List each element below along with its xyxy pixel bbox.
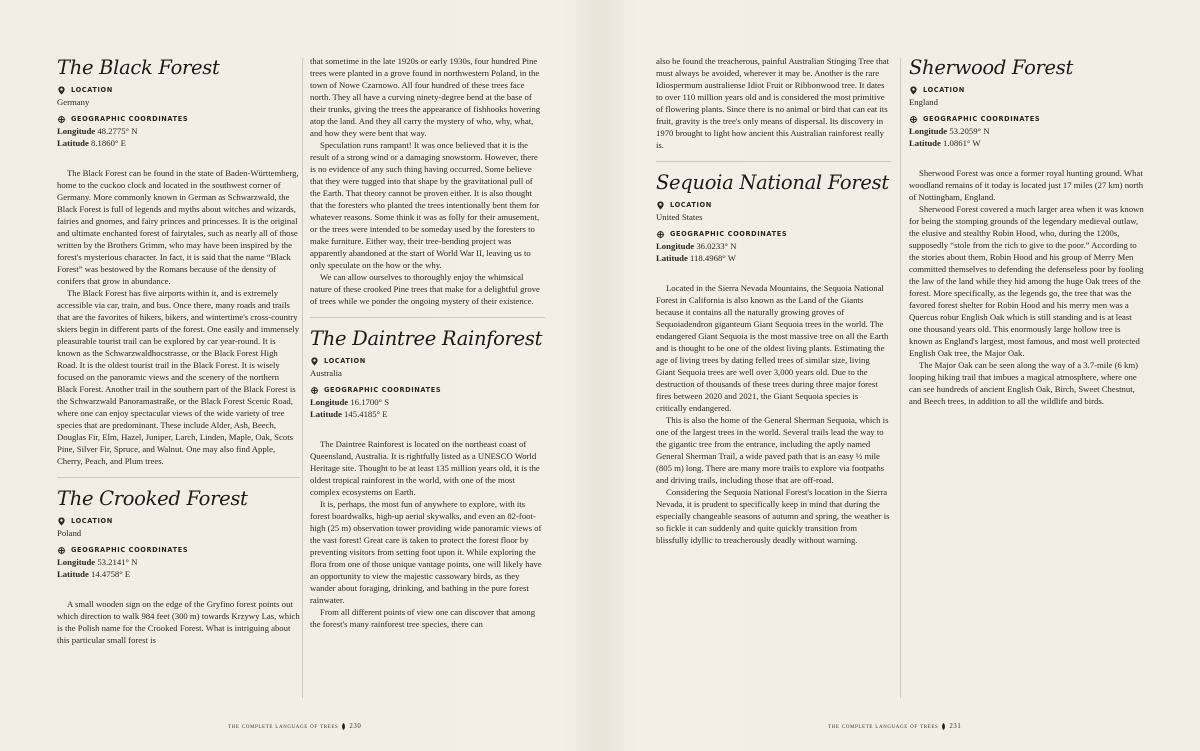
crooked-forest-latitude: Latitude 14.4758° E — [57, 569, 131, 579]
sequoia-longitude: Longitude 36.0233° N — [656, 241, 737, 251]
column-divider — [302, 58, 303, 698]
column-4 — [909, 55, 1144, 705]
location-pin-icon — [656, 201, 665, 210]
section-divider — [57, 477, 300, 478]
column-3 — [656, 55, 891, 705]
column-1 — [57, 55, 300, 705]
location-pin-icon — [909, 86, 918, 95]
crooked-forest-title: The Crooked Forest — [57, 487, 248, 510]
sherwood-paragraph-2: Sherwood Forest covered a much larger area when it was known for being the stomping grounds of the legendary medieval outlaw, the elusive and stealthy Robin Hood, who, during the 1200s, supposedly “stole from the rich to give to the poor.” According to the stories about them, Robin Hood and his group of Merry Men committed themselves to defending the defenseless poor by fooling the law of the land while they hid among the huge Oak trees of the forest. More specifically, as the legends go, the tree that was the favored forest shelter for Robin Hood and his merry men was a Quercus robur English Oak which is still standing and is at least one thousand years old. This enormously large hollow tree is known as England's largest, most famous, and most well protected English Oak tree, the Major Oak. — [909, 204, 1144, 358]
column-2 — [310, 55, 545, 705]
footer-page-number: 231 — [949, 723, 962, 730]
coords-label-text: GEOGRAPHIC COORDINATES — [923, 115, 1041, 123]
coords-label — [656, 229, 891, 240]
coords-label-text: GEOGRAPHIC COORDINATES — [71, 546, 189, 554]
crooked-forest-longitude: Longitude 53.2141° N — [57, 557, 138, 567]
leaf-icon — [341, 723, 346, 730]
location-label-text: LOCATION — [923, 86, 965, 94]
location-pin-icon — [57, 517, 66, 526]
sequoia-location: United States — [656, 212, 703, 222]
coords-label-text: GEOGRAPHIC COORDINATES — [670, 230, 788, 238]
location-label — [656, 200, 891, 211]
footer-left — [228, 723, 361, 730]
location-label-text: LOCATION — [71, 517, 113, 525]
coords-label — [310, 385, 545, 396]
section-divider — [656, 161, 891, 162]
daintree-location: Australia — [310, 368, 342, 378]
location-label-text: LOCATION — [670, 201, 712, 209]
black-forest-location: Germany — [57, 97, 90, 107]
location-pin-icon — [57, 86, 66, 95]
footer-right — [828, 723, 961, 730]
sequoia-title: Sequoia National Forest — [656, 171, 889, 194]
daintree-paragraph-1: The Daintree Rainforest is located on the northeast coast of Queensland, Australia. It is rightfully listed as a UNESCO World Heritage site. Thought to be at least 135 million years old, it is the oldest tropical rainforest in the world, with one of the most complex ecosystems on Earth. — [310, 439, 540, 497]
daintree-paragraph-2: It is, perhaps, the most fun of anywhere to explore, with its forest boardwalks, high-up aerial skywalks, and even an 82-foot-high (25 m) observation tower providing wide panoramic views of the vast forest! Great care is taken to protect the forest floor by preventing visitors from setting foot upon it. While exploring the flora from one of those unique vantage points, one will likely have an opportunity to view the majestic cassowary birds, as they wander about foraging, drinking, and bathing in the pure forest rainwater. — [310, 499, 542, 605]
sequoia-paragraph-2: This is also the home of the General Sherman Sequoia, which is one of the largest trees in the world. Several trails lead the way to the gigantic tree from the entrance, including the aptly named General Sherman Trail, a wide paved path that is an easy ½ mile (805 m) long. There are many more trails to explore via footpaths and driving trails, including those that are off-road. — [656, 415, 889, 485]
location-label — [909, 85, 1144, 96]
compass-icon — [57, 115, 66, 124]
footer-book-title: the complete language of trees — [828, 723, 939, 730]
section-divider — [310, 317, 545, 318]
sherwood-paragraph-1: Sherwood Forest was once a former royal hunting ground. What woodland remains of it today is located just 17 miles (27 km) north of Nottingham, England. — [909, 168, 1144, 202]
daintree-title: The Daintree Rainforest — [310, 327, 543, 350]
daintree-latitude: Latitude 145.4185° E — [310, 409, 388, 419]
compass-icon — [310, 386, 319, 395]
black-forest-paragraph-1: The Black Forest can be found in the state of Baden-Württemberg, home to the cuckoo clock and located in the southwest corner of Germany. More commonly known in German as Schwarzwald, the Black Forest is full of legends and myths about witches and wizards, fairies and gnomes, and fairy princes and princesses. It is the original and ultimate enchanted forest of fairytales, such as nearly all of those written by the Brothers Grimm, who may have been inspired by the forest's mysterious character. In fact, it is said that the name “Black Forest” was bestowed by the Romans because of the density of conifers that grow in abundance. — [57, 168, 299, 286]
sherwood-longitude: Longitude 53.2059° N — [909, 126, 990, 136]
daintree-paragraph-4: also be found the treacherous, painful Australian Stinging Tree that must always be avoided, wherever it may be. Another is the rare Idiospermum australiense Idiot Fruit or Ribbonwood tree. It dates to over 110 million years old and is considered the most primitive of flowering plants. Since there is no animal or bird that can eat its fruit, gravity is the tree's only means of dispersal. Its discovery in 1970 brought to light how ancient this Australian rainforest really is. — [656, 56, 890, 150]
location-label — [310, 356, 545, 367]
coords-label — [57, 114, 300, 125]
black-forest-longitude: Longitude 48.2775° N — [57, 126, 138, 136]
black-forest-latitude: Latitude 8.1860° E — [57, 138, 126, 148]
column-divider — [900, 58, 901, 698]
crooked-forest-paragraph-3: Speculation runs rampant! It was once believed that it is the result of a strong wind or a damaging snowstorm. However, there is no evidence of any such thing having occurred. Some believe that they were tugged into that shape by the gravitational pull of the Earth. That theory cannot be proven either. It is also thought that the foresters who planted the trees intentionally bent them for whatever reasons. Some think it was as folly for their amusement, or the trees were intended to be someday used by the foresters to make furniture. Either way, their tree-bending project was apparently abandoned at the start of World War II, leaving us to only speculate on the how or the why. — [310, 140, 540, 270]
coords-label-text: GEOGRAPHIC COORDINATES — [71, 115, 189, 123]
coords-label-text: GEOGRAPHIC COORDINATES — [324, 386, 442, 394]
crooked-forest-location: Poland — [57, 528, 82, 538]
coords-label — [909, 114, 1144, 125]
compass-icon — [57, 546, 66, 555]
coords-label — [57, 545, 300, 556]
footer-book-title: the complete language of trees — [228, 723, 339, 730]
sequoia-paragraph-3: Considering the Sequoia National Forest's location in the Sierra Nevada, it is prudent to specifically keep in mind that during the especially changeable seasons of autumn and spring, the weather is so fickle it can suddenly and quite quickly transition from blissfully idyllic to treacherously deadly without warning. — [656, 487, 890, 545]
compass-icon — [909, 115, 918, 124]
location-pin-icon — [310, 357, 319, 366]
sherwood-title: Sherwood Forest — [909, 56, 1074, 79]
location-label-text: LOCATION — [324, 357, 366, 365]
daintree-paragraph-3: From all different points of view one can discover that among the forest's many rainforest tree species, there can — [310, 607, 536, 629]
sequoia-latitude: Latitude 118.4968° W — [656, 253, 736, 263]
compass-icon — [656, 230, 665, 239]
location-label — [57, 516, 300, 527]
crooked-forest-paragraph-1: A small wooden sign on the edge of the Gryfino forest points out which direction to walk 984 feet (300 m) towards Krzywy Las, which is the Polish name for the Crooked Forest. What is intriguing about this particular small forest is — [57, 599, 300, 645]
crooked-forest-paragraph-4: We can allow ourselves to thoroughly enjoy the whimsical nature of these crooked Pine trees that make for a delightful grove of trees while we ponder the ongoing mystery of their existence. — [310, 272, 540, 306]
sherwood-location: England — [909, 97, 938, 107]
black-forest-paragraph-2: The Black Forest has five airports within it, and is extremely accessible via car, train, and bus. Once there, many roads and trails that are the favorites of hikers, bikers, and wintertime's cross-country skiers begin in different parts of the forest. One easily and immensely pleasurable tourist trail can be explored by car year-round. It is known as the Schwarzwaldhocstrasse, or the Black Forest High Road. It is the oldest tourist trail in the Black Forest. It is wisely focused on the panoramic views and the scenery of the northern Black Forest. Another trail in the southern part of the Black Forest is the Schwarzwald Panoramastraße, or the Black Forest Scenic Road, where one can enjoy spectacular views of the wide variety of tree species that are predominant. These include Alder, Ash, Beech, Douglas Fir, Elm, Hazel, Juniper, Larch, Linden, Maple, Oak, Scots Pine, Silver Fir, Spruce, and Walnut. One may also find Apple, Cherry, Peach, and Plum trees. — [57, 288, 300, 466]
black-forest-title: The Black Forest — [57, 56, 220, 79]
location-label-text: LOCATION — [71, 86, 113, 94]
sequoia-paragraph-1: Located in the Sierra Nevada Mountains, the Sequoia National Forest in California is also known as the Land of the Giants because it contains all the naturally growing groves of Sequoiadendron giganteum Giant Sequoia trees in the world. The endangered Giant Sequoia is the most massive tree on all the Earth and is thought to be one of the oldest living plants. Estimating the age of living trees by dating felled trees of similar size, living Giant Sequoia trees are well over 3,000 years old. Due to the destruction of thousands of these trees during three major forest fires between 2020 and 2021, the Giant Sequoia species is critically endangered. — [656, 283, 889, 413]
leaf-icon — [941, 723, 946, 730]
location-label — [57, 85, 300, 96]
sherwood-latitude: Latitude 1.0861° W — [909, 138, 981, 148]
footer-page-number: 230 — [349, 723, 362, 730]
crooked-forest-paragraph-2: that sometime in the late 1920s or early 1930s, four hundred Pine trees were planted in a grove found in northwestern Poland, in the town of Nowe Czarnowo. All four hundred of these trees face north. They all have a curving ninety-degree bend at the base of their trunks, giving the trees the appearance of fishhooks hovering atop the land. And they all carry the mystery of who, why, what, and how they were bent that way. — [310, 56, 541, 138]
sherwood-paragraph-3: The Major Oak can be seen along the way of a 3.7-mile (6 km) looping hiking trail that imbues a magical atmosphere, where one can see hundreds of ancient English Oak, Birch, Sweet Chestnut, and Beech trees, in addition to all the wildlife and birds. — [909, 360, 1139, 406]
daintree-longitude: Longitude 16.1700° S — [310, 397, 390, 407]
